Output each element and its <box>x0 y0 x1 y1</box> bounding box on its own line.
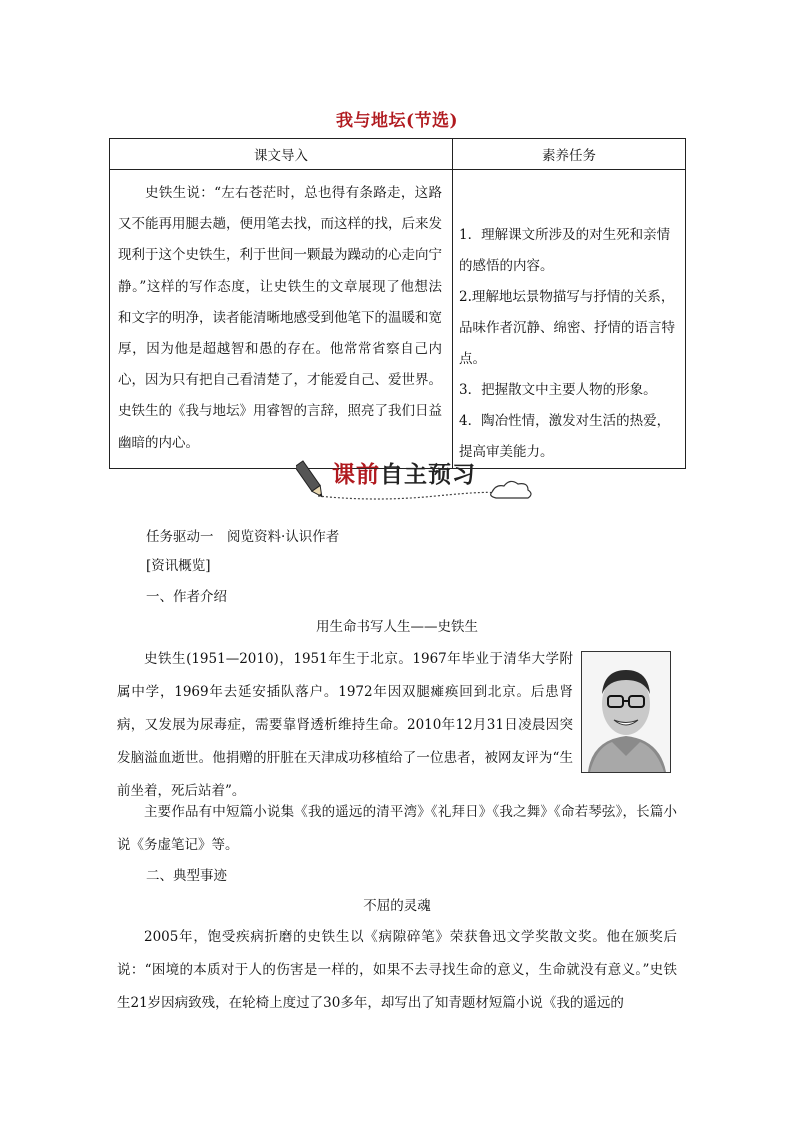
intro-table <box>109 138 686 469</box>
author-photo <box>581 651 671 773</box>
tasks-cell <box>453 170 686 469</box>
task-item: 4．陶冶性情，激发对生活的热爱，提高审美能力。 <box>459 413 671 460</box>
column-header-tasks: 素养任务 <box>453 139 686 170</box>
part1-heading: 一、作者介绍 <box>146 589 227 605</box>
task-list <box>453 170 685 468</box>
intro-text: 史铁生说：“左右苍茫时，总也得有条路走，这路又不能再用腿去趟，便用笔去找，而这样的找，后来发现利于这个史铁生，利于世间一颗最为躁动的心走向宁静。”这样的写作态度，让史铁生的文章展现了他想法和文字的明净，读者能清晰地感受到他笔下的温暖和宽厚，因为他是超越智和愚的存在。他常常省察自己内心，因为只有把自己看清楚了，才能爱自己、爱世界。史铁生的《我与地坛》用睿智的言辞，照亮了我们日益幽暗的内心。 <box>118 185 442 451</box>
section-banner <box>296 452 536 508</box>
task-item: 3．把握散文中主要人物的形象。 <box>459 382 657 398</box>
part2-heading: 二、典型事迹 <box>146 868 227 884</box>
banner-accent: 课前 <box>332 461 380 488</box>
intro-cell <box>110 170 453 469</box>
task-driver-heading: 任务驱动一 阅览资料·认识作者 <box>146 529 340 545</box>
overview-label: [资讯概览] <box>146 558 211 574</box>
column-header-intro: 课文导入 <box>110 139 453 170</box>
story-paragraph: 2005年，饱受疾病折磨的史铁生以《病隙碎笔》荣获鲁迅文学奖散文奖。他在颁奖后说：“困境的本质对于人的伤害是一样的，如果不去寻找生命的意义，生命就没有意义。”史铁生21岁因病致残，在轮椅上度过了30多年，却写出了知青题材短篇小说《我的遥远的 <box>117 929 677 1011</box>
author-bio: 史铁生(1951—2010)，1951年生于北京。1967年毕业于清华大学附属中学，1969年去延安插队落户。1972年因双腿瘫痪回到北京。后患肾病，又发展为尿毒症，需要靠肾透析维持生命。2010年12月31日凌晨因突发脑溢血逝世。他捐赠的肝脏在天津成功移植给了一位患者，被网友评为“生前坐着，死后站着”。 <box>117 651 573 799</box>
page-title: 我与地坛(节选) <box>335 111 459 131</box>
task-item: 1．理解课文所涉及的对生死和亲情的感悟的内容。 <box>459 227 671 274</box>
works-paragraph: 主要作品有中短篇小说集《我的遥远的清平湾》《礼拜日》《我之舞》《命若琴弦》，长篇小说《务虚笔记》等。 <box>117 804 677 853</box>
subtitle-story: 不屈的灵魂 <box>363 898 431 914</box>
task-item: 2.理解地坛景物描写与抒情的关系，品味作者沉静、绵密、抒情的语言特点。 <box>459 289 675 367</box>
subtitle-author: 用生命书写人生——史铁生 <box>316 619 478 635</box>
portrait-image <box>582 652 670 772</box>
banner-title <box>332 456 476 489</box>
banner-rest: 自主预习 <box>380 461 476 488</box>
